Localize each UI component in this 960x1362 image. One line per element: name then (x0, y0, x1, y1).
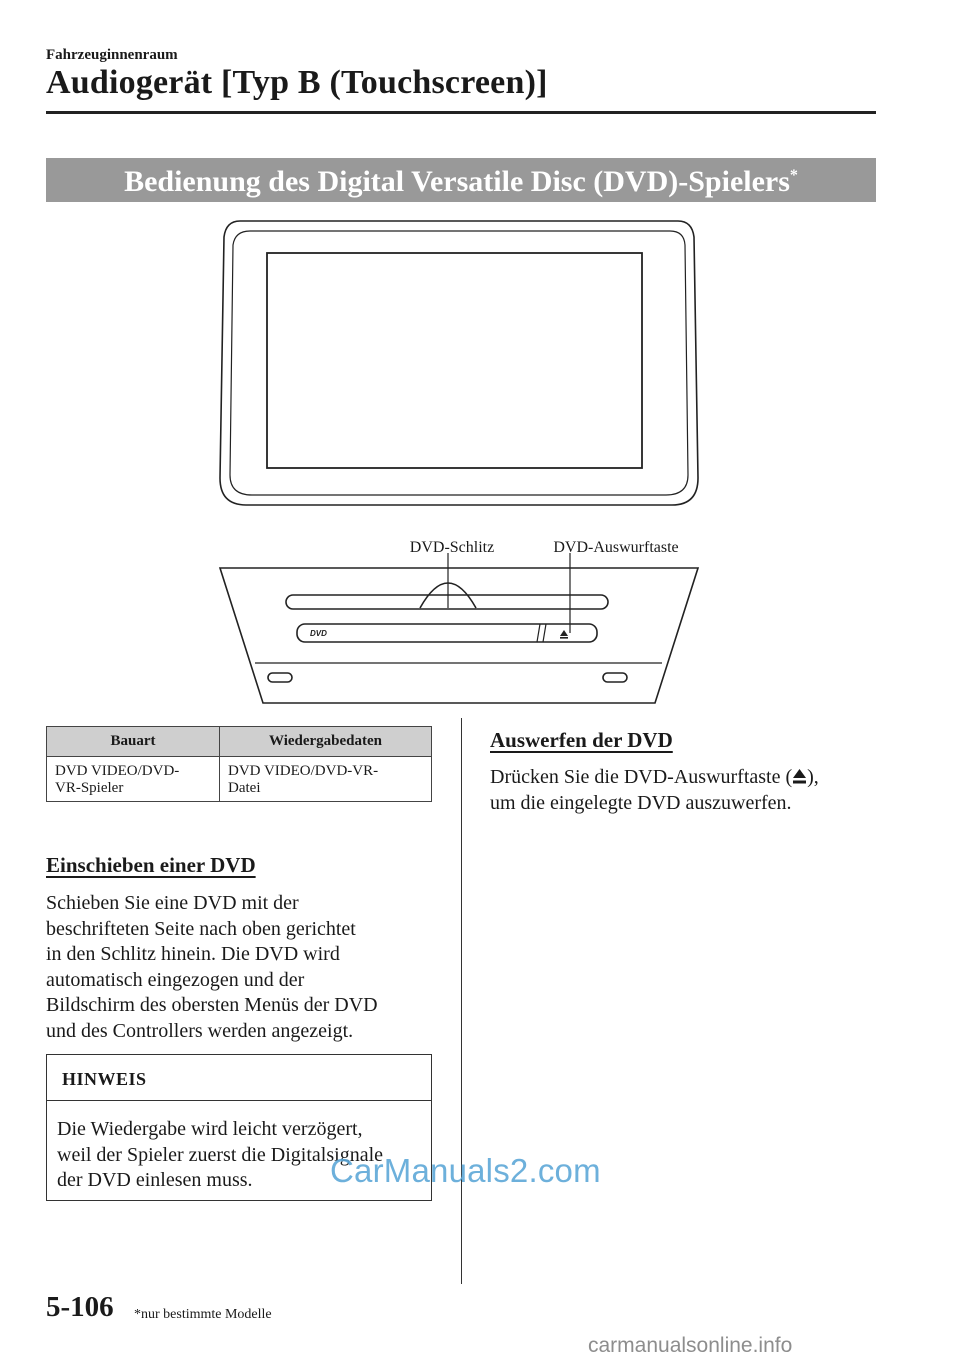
body-line: und des Controllers werden angezeigt. (46, 1019, 354, 1042)
note-line: weil der Spieler zuerst die Digitalsignale (57, 1143, 384, 1166)
body-line: um die eingelegte DVD auszuwerfen. (490, 791, 792, 814)
body-line: Schieben Sie eine DVD mit der (46, 892, 299, 914)
note-title: HINWEIS (62, 1069, 147, 1089)
page-number: 5-106 (46, 1291, 114, 1323)
section-label: Fahrzeuginnenraum (46, 47, 178, 63)
svg-text:DVD: DVD (310, 629, 327, 638)
dvd-panel-strip (297, 624, 597, 642)
callout-eject-label: DVD-Auswurftaste (553, 539, 679, 556)
dvd-unit-illustration (200, 213, 720, 713)
dvd-slot (286, 595, 608, 609)
column-divider (461, 718, 462, 1284)
banner-title: Bedienung des Digital Versatile Disc (DVD)-Spielers (124, 165, 790, 198)
body-line: Drücken Sie die DVD-Auswurftaste ( ), (490, 766, 819, 788)
table-row (47, 757, 432, 802)
table-header-cell: Bauart (47, 727, 220, 757)
table-header-cell: Wiedergabedaten (220, 727, 432, 757)
table-cell: DVD VIDEO/DVD- VR-Spieler (47, 757, 220, 802)
body-line: in den Schlitz hinein. Die DVD wird (46, 943, 340, 966)
callout-slot-label: DVD-Schlitz (409, 539, 495, 556)
table-cell: DVD VIDEO/DVD-VR- Datei (220, 757, 432, 802)
display-inner-frame (230, 231, 688, 495)
chapter-title: Audiogerät [Typ B (Touchscreen)] (46, 64, 548, 101)
eject-heading: Auswerfen der DVD (490, 728, 673, 752)
deck-button-left (268, 673, 292, 682)
body-line: automatisch eingezogen und der (46, 968, 305, 991)
note-divider (47, 1100, 431, 1101)
eject-body (490, 765, 890, 816)
body-line: beschrifteten Seite nach oben gerichtet (46, 917, 356, 940)
insert-heading: Einschieben einer DVD (46, 853, 256, 877)
display-outer-frame (220, 221, 698, 505)
deck-eject-icon (560, 630, 568, 639)
eject-icon (792, 768, 807, 785)
dvd-deck-body (220, 568, 698, 703)
footnote: *nur bestimmte Modelle (134, 1307, 272, 1322)
display-screen (267, 253, 642, 468)
section-banner (46, 158, 876, 202)
note-line: der DVD einlesen muss. (57, 1169, 253, 1192)
body-line: Bildschirm des obersten Menüs der DVD (46, 994, 378, 1017)
spec-table (46, 726, 432, 802)
table-header-row (47, 727, 432, 757)
dvd-logo-icon (310, 629, 327, 638)
watermark-bottom: carmanualsonline.info (588, 1334, 793, 1357)
chapter-rule (46, 111, 876, 114)
watermark-center: CarManuals2.com (330, 1152, 601, 1189)
banner-asterisk: * (789, 167, 798, 184)
insert-body (46, 891, 446, 1045)
deck-button-right (603, 673, 627, 682)
note-line: Die Wiedergabe wird leicht verzögert, (57, 1118, 363, 1140)
